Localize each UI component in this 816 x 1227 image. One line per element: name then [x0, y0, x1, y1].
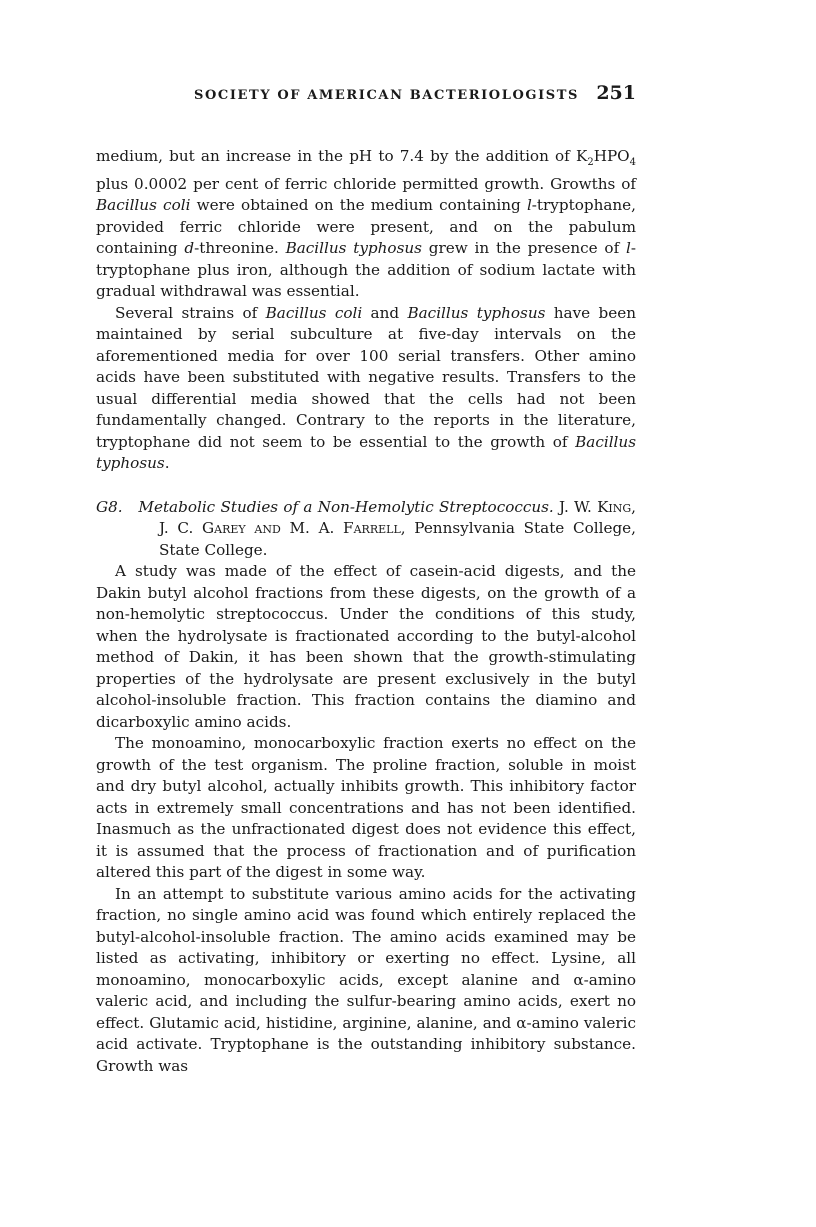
running-head [96, 82, 636, 110]
journal-page [96, 82, 636, 1077]
abstract-authors-a: J. W. King, [559, 497, 636, 516]
abstract-affiliation: Pennsylvania State College, State College. [159, 519, 636, 559]
abstract-heading [96, 497, 636, 562]
abstract-paragraph: The monoamino, monocarboxylic fraction exerts no effect on the growth of the test organism. The proline fraction, soluble in moist and dry butyl alcohol, actually inhibits growth. This inhibitory factor acts in extremely small concentrations and has not been identified. Inasmuch as the unfractionated digest does not evidence this effect, it is assumed that the process of fractionation and of purification altered this part of the digest in some way. [96, 734, 636, 882]
abstract-id: G8. [96, 497, 123, 516]
abstract-title: Metabolic Studies of a Non-Hemolytic Streptococcus. [138, 497, 554, 516]
page-number: 251 [596, 82, 636, 104]
continued-paragraph-2: Several strains of Bacillus coli and Bacillus typhosus have been maintained by serial subculture at five-day intervals on the aforementioned media for over 100 serial transfers. Other amino acids have been substituted with negative results. Transfers to the usual differential media showed that the cells had not been fundamentally changed. Contrary to the reports in the literature, tryptophane did not seem to be essential to the growth of Bacillus typhosus. [96, 303, 636, 473]
abstract-paragraph: In an attempt to substitute various amino acids for the activating fraction, no single amino acid was found which entirely replaced the butyl-alcohol-insoluble fraction. The amino acids examined may be listed as activating, inhibitory or exerting no effect. Lysine, all monoamino, monocarboxylic acids, except alanine and α-amino valeric acid, and including the sulfur-bearing amino acids, exert no effect. Glutamic acid, histidine, arginine, alanine, and α-amino valeric acid activate. Tryptophane is the outstanding inhibitory substance. Growth was [96, 884, 636, 1075]
abstract-paragraph: A study was made of the effect of casein-acid digests, and the Dakin butyl alcohol fractions from these digests, on the growth of a non-hemolytic streptococcus. Under the conditions of this study, when the hydrolysate is fractionated according to the butyl-alcohol method of Dakin, it has been shown that the growth-stimulating properties of the hydrolysate are present exclusively in the butyl alcohol-insoluble fraction. This fraction contains the diamino and dicarboxylic amino acids. [96, 562, 636, 731]
abstract-authors-b: J. C. Garey and M. A. Farrell, [159, 519, 406, 538]
continued-paragraph-1: medium, but an increase in the pH to 7.4 by the addition of $K_2HPO_4$ plus 0.0002 per cent of ferric chloride permitted growth. Growths of Bacillus coli were obtained on the medium containing l-tryptophane, provided ferric chloride were present, and on the pabulum containing d-threonine. Bacillus typhosus grew in the presence of l-tryptophane plus iron, although the addition of sodium lactate with gradual withdrawal was essential. [96, 147, 636, 301]
running-title: SOCIETY OF AMERICAN BACTERIOLOGISTS [194, 88, 580, 103]
